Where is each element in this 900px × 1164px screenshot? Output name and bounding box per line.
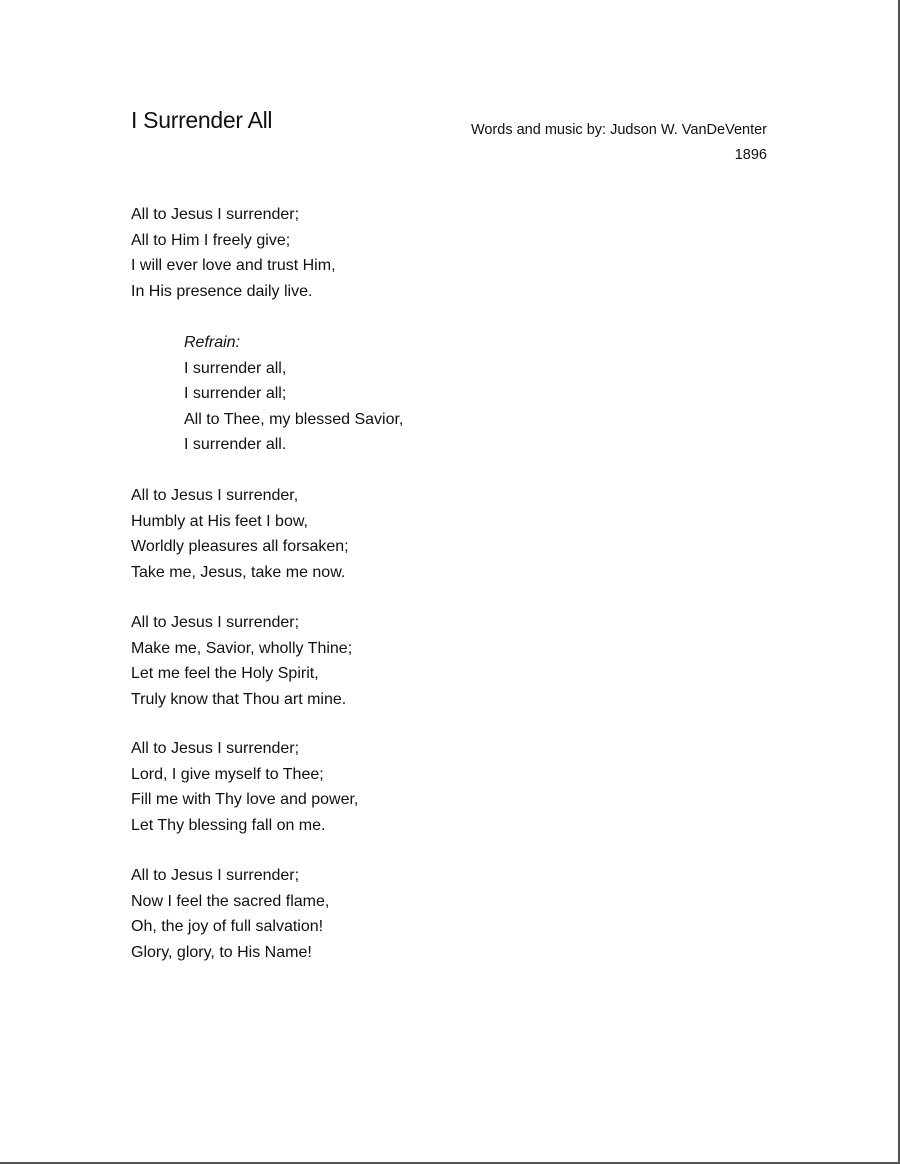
verse-2: [131, 483, 349, 585]
verse-line: Take me, Jesus, take me now.: [131, 563, 346, 581]
verse-line: Humbly at His feet I bow,: [131, 512, 308, 530]
verse-line: Fill me with Thy love and power,: [131, 791, 359, 808]
verse-line: Worldly pleasures all forsaken;: [131, 538, 349, 555]
verse-3: [131, 610, 352, 712]
verse-line: All to Jesus I surrender,: [131, 487, 299, 504]
credit-year: 1896: [734, 147, 767, 163]
verse-line: Let me feel the Holy Spirit,: [131, 665, 319, 682]
verse-line: All to Jesus I surrender;: [131, 867, 300, 884]
verse-line: Truly know that Thou art mine.: [131, 690, 347, 708]
verse-4: [131, 736, 358, 838]
refrain: [184, 330, 403, 458]
verse-line: All to Him I freely give;: [131, 231, 291, 249]
refrain-line: I surrender all.: [184, 436, 287, 453]
verse-5: [131, 863, 329, 965]
verse-line: Now I feel the sacred flame,: [131, 892, 330, 910]
credit-line: Words and music by: Judson W. VanDeVenter: [470, 122, 767, 138]
verse-line: All to Jesus I surrender;: [131, 206, 300, 223]
verse-line: Oh, the joy of full salvation!: [131, 918, 324, 935]
verse-line: Let Thy blessing fall on me.: [131, 816, 326, 834]
verse-line: In His presence daily live.: [131, 282, 313, 300]
refrain-line: I surrender all;: [184, 385, 287, 402]
hymn-title: I Surrender All: [131, 107, 273, 133]
verse-line: Make me, Savior, wholly Thine;: [131, 639, 353, 657]
verse-line: All to Jesus I surrender;: [131, 740, 300, 757]
verse-line: All to Jesus I surrender;: [131, 614, 300, 631]
refrain-line: I surrender all,: [184, 359, 287, 377]
verse-line: Lord, I give myself to Thee;: [131, 765, 324, 783]
author-credit: [471, 118, 767, 168]
verse-line: Glory, glory, to His Name!: [131, 943, 312, 961]
verse-1: [131, 202, 336, 304]
verse-line: I will ever love and trust Him,: [131, 257, 336, 274]
refrain-line: All to Thee, my blessed Savior,: [184, 410, 404, 428]
refrain-label: Refrain:: [184, 334, 241, 351]
